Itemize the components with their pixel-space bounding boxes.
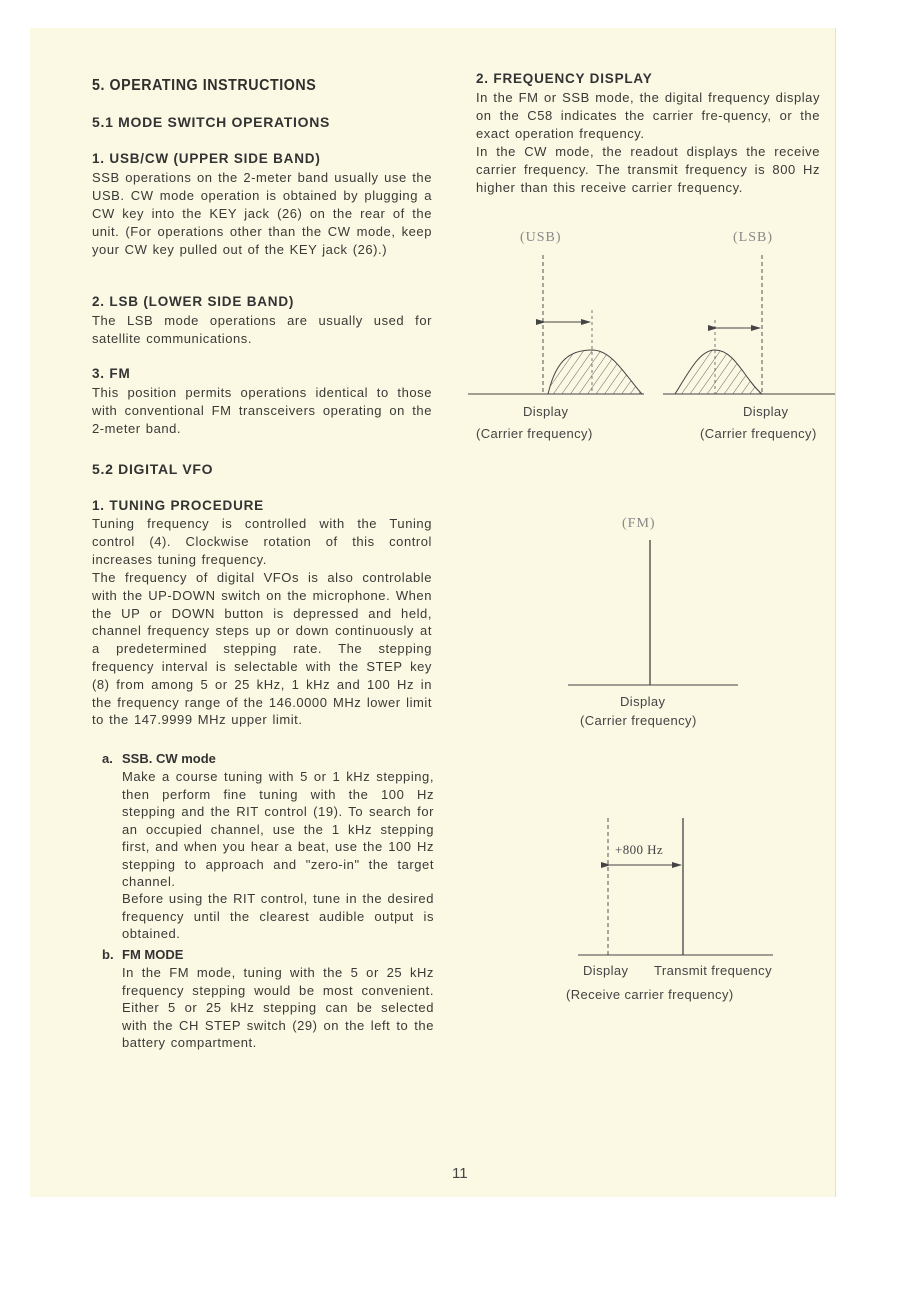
fm-text: This position permits operations identical to those with conventional FM transceivers operating on the 2-meter band.: [92, 385, 432, 436]
fm-title: (FM): [622, 516, 656, 531]
fm-display-label: Display: [620, 694, 666, 709]
tuning-text-2: The frequency of digital VFOs is also controlable with the UP-DOWN switch on the microphone. When the UP or DOWN button is depressed and held, channel frequency steps up or down continuously at a predetermined stepping rate. The stepping frequency interval is selectable with the STEP key (8) from among 5 or 25 kHz, 1 kHz and 100 Hz in the frequency range of the 146.0000 MHz lower limit to the 147.9999 MHz upper limit.: [92, 570, 432, 728]
lsb-carrier-label: (Carrier frequency): [700, 426, 817, 441]
cw-diagram: [566, 818, 773, 1002]
tuning-procedure-heading: 1. TUNING PROCEDURE: [92, 498, 264, 513]
usb-sideband-shape: [548, 350, 642, 394]
item-a-label: a.: [102, 751, 113, 766]
section-5-2-heading: 5.2 DIGITAL VFO: [92, 461, 214, 477]
lsb-diagram: [663, 230, 835, 441]
lsb-display-label: Display: [743, 404, 789, 419]
usb-display-label: Display: [523, 404, 569, 419]
usb-diagram: [468, 230, 644, 441]
section-title: 5. OPERATING INSTRUCTIONS: [92, 77, 317, 94]
cw-display-label: Display: [583, 963, 629, 978]
lsb-heading: 2. LSB (LOWER SIDE BAND): [92, 294, 295, 309]
ssb-cw-text-2: Before using the RIT control, tune in the desired frequency until the clearest audible output is obtained.: [122, 891, 434, 941]
item-b-label: b.: [102, 947, 114, 962]
ssb-cw-mode-heading: SSB. CW mode: [122, 751, 216, 766]
ssb-cw-text-1: Make a course tuning with 5 or 1 kHz stepping, then perform fine tuning with the 100 Hz stepping and the RIT control (19). To search for an occupied channel, use the 1 kHz stepping first, and when you hear a beat, use the 100 Hz stepping to approach and "zero-in" the target channel.: [122, 769, 434, 889]
lsb-text: The LSB mode operations are usually used for satellite communications.: [92, 313, 432, 346]
frequency-display-text-1: In the FM or SSB mode, the digital frequency display on the C58 indicates the carrier fre-quency, or the exact operation frequency.: [476, 90, 820, 141]
usb-title: (USB): [520, 230, 562, 245]
section-5-1-heading: 5.1 MODE SWITCH OPERATIONS: [92, 114, 331, 130]
usb-cw-text: SSB operations on the 2-meter band usually use the USB. CW mode operation is obtained by plugging a CW key into the KEY jack (26) on the rear of the unit. (For operations other than the CW mode, keep your CW key pulled out of the KEY jack (26).): [92, 170, 432, 257]
fm-carrier-label: (Carrier frequency): [580, 713, 697, 728]
frequency-display-text-2: In the CW mode, the readout displays the receive carrier frequency. The transmit frequency is 800 Hz higher than this receive carrier frequency.: [476, 144, 820, 195]
frequency-display-heading: 2. FREQUENCY DISPLAY: [476, 71, 653, 86]
fm-diagram: [568, 516, 738, 728]
tuning-text-1: Tuning frequency is controlled with the Tuning control (4). Clockwise rotation of this control increases tuning frequency.: [92, 516, 432, 567]
usb-carrier-label: (Carrier frequency): [476, 426, 593, 441]
usb-cw-heading: 1. USB/CW (UPPER SIDE BAND): [92, 151, 321, 166]
lsb-title: (LSB): [733, 230, 773, 245]
fm-mode-text: In the FM mode, tuning with the 5 or 25 kHz frequency stepping would be most convenient. Either 5 or 25 kHz stepping can be selected with the CH STEP switch (29) on the left to the battery compartment.: [122, 965, 434, 1050]
fm-heading: 3. FM: [92, 366, 131, 381]
cw-transmit-label: Transmit frequency: [654, 963, 772, 978]
cw-receive-label: (Receive carrier frequency): [566, 987, 734, 1002]
lsb-sideband-shape: [675, 350, 762, 394]
page-number: 11: [452, 1165, 468, 1182]
fm-mode-heading: FM MODE: [122, 947, 184, 962]
cw-offset-label: +800 Hz: [615, 842, 664, 857]
